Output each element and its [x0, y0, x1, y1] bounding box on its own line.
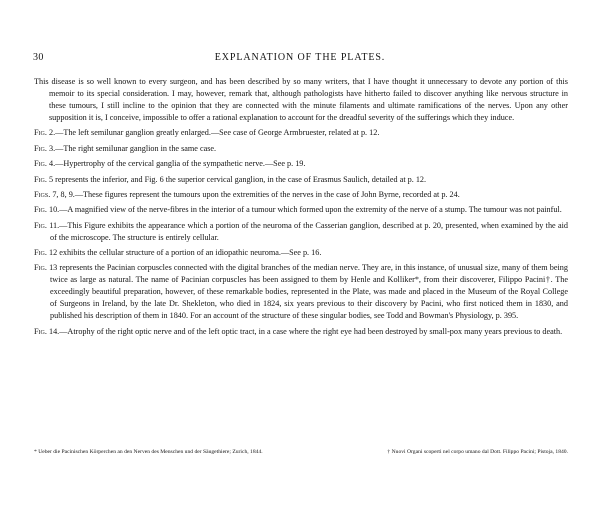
figure-text: —Hypertrophy of the cervical ganglia of the sympathetic nerve.—See p. 19. — [55, 159, 306, 169]
figure-label: Fig. 2. — [34, 128, 56, 138]
figure-label: Figs. 7, 8, 9. — [34, 189, 75, 199]
figure-entry — [34, 247, 568, 259]
figure-label: Fig. 5 — [34, 174, 54, 184]
figure-entry — [34, 204, 568, 216]
figure-text: —The right semilunar ganglion in the same case. — [55, 143, 217, 153]
figure-text: —These figures represent the tumours upon the extremities of the nerves in the case of John Byrne, recorded at p. 24. — [74, 189, 460, 199]
footnotes — [34, 448, 568, 456]
figure-label: Fig. 14. — [34, 326, 60, 336]
figure-label: Fig. 11. — [34, 220, 60, 230]
figure-entry — [34, 127, 568, 139]
figure-label: Fig. 4. — [34, 159, 56, 169]
intro-paragraph: This disease is so well known to every surgeon, and has been described by so many writers, that I have thought it unnecessary to devote any portion of this memoir to its special consideration. I may, however, remark that, although pathologists have hitherto failed to discover anything like nervous structure in these tumours, I still incline to the opinion that they are connected with the minute filaments and ultimate ramifications of the nerves. Upon any other supposition it is, I conceive, impossible to offer a rational explanation to account for the dreadful severity of the sufferings which they induce. — [34, 77, 568, 123]
figure-text: represents the Pacinian corpuscles connected with the digital branches of the median nerve. They are, in this instance, of unusual size, many of them being twice as large as natural. The name of Pacinian corpuscles has been assigned to them by Henle and Kolliker*, from their discoverer, Filippo Pacini†. The exceedingly beautiful preparation, however, of these remarkable bodies, represented in the Plate, was made and placed in the Museum of the Royal College of Surgeons in Ireland, by the late Dr. Shekleton, who died in 1824, six years previous to their discovery by Pacini, who first noticed them in 1830, and published his description of them in 1840. For an account of the structure of these singular bodies, see Todd and Bowman's Physiology, p. 395. — [50, 263, 568, 321]
footnote: † Nuovi Organi scoperti nel corpo umano dal Dott. Filippo Pacini; Pistoja, 1840. — [387, 449, 568, 455]
figure-entry — [34, 158, 568, 170]
footnote: * Ueber die Pacinischen Körperchen an den Nerven des Menschen und der Säugethiere; Zurich, 1844. — [34, 449, 263, 455]
figure-text: exhibits the cellular structure of a portion of an idiopathic neuroma.—See p. 16. — [57, 247, 322, 257]
figure-text: —A magnified view of the nerve-fibres in the interior of a tumour which formed upon the extremity of the nerve of a stump. The tumour was not painful. — [59, 205, 562, 215]
figure-text: represents the inferior, and Fig. 6 the superior cervical ganglion, in the case of Erasmus Saulich, detailed at p. 12. — [53, 174, 427, 184]
running-head: EXPLANATION OF THE PLATES. — [214, 52, 386, 63]
figure-label: Fig. 13 — [34, 263, 58, 273]
figure-entry — [34, 326, 568, 338]
figure-entry — [34, 220, 568, 244]
figure-label: Fig. 3. — [34, 143, 56, 153]
figure-entry — [34, 174, 568, 186]
page-number: 30 — [33, 52, 44, 63]
body-text — [34, 76, 568, 341]
figure-text: —The left semilunar ganglion greatly enlarged.—See case of George Armbruester, related at p. 12. — [55, 128, 380, 138]
figure-entry — [34, 143, 568, 155]
figure-entry — [34, 262, 568, 322]
figure-label: Fig. 10. — [34, 205, 60, 215]
figure-text: —This Figure exhibits the appearance which a portion of the neuroma of the Casserian ganglion, described at p. 20, presented, when examined by the aid of the microscope. The structure is entirely cellular. — [50, 220, 568, 242]
figure-text: —Atrophy of the right optic nerve and of the left optic tract, in a case where the right eye had been destroyed by small-pox many years previous to death. — [59, 326, 563, 336]
figure-label: Fig. 12 — [34, 247, 58, 257]
figure-entry — [34, 189, 568, 201]
